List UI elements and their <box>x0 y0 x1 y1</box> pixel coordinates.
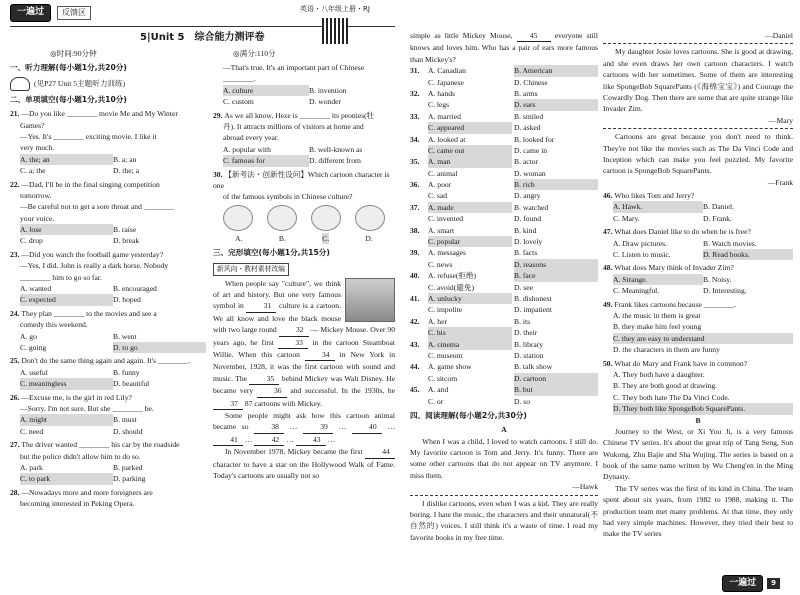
option-a[interactable]: C. news <box>428 259 453 269</box>
listening-heading: 一、听力理解(每小题1分,共20分) <box>10 63 127 73</box>
question-50-option[interactable]: D. They both like SpongeBob SquarePants. <box>613 403 793 414</box>
question-25-options <box>10 367 206 390</box>
q30-option[interactable]: B. <box>278 233 286 243</box>
cartoon-images <box>213 203 395 233</box>
question-21-option[interactable]: D. the; a <box>113 166 139 176</box>
question-48 <box>603 262 793 296</box>
option-a[interactable]: A. poor <box>428 180 452 190</box>
question-49-line: 49. Frank likes cartoons because ________. <box>603 299 737 309</box>
option-b[interactable]: B. looked for <box>514 134 555 144</box>
option-a[interactable]: A. man <box>428 156 512 167</box>
question-50-option[interactable]: B. They are both good at drawing. <box>613 381 718 391</box>
question-25-number: 25. <box>10 356 22 366</box>
question-30-number: 30. <box>213 169 225 179</box>
option-number <box>410 77 426 88</box>
question-25-line: 25. Don't do the same thing again and again. It's ________. <box>10 356 191 366</box>
question-26 <box>10 392 206 438</box>
option-b[interactable]: D. cartoon <box>514 373 598 384</box>
blank-44[interactable]: 44 <box>365 446 395 458</box>
question-22-line: —Be careful not to get a sore throat and ________ <box>20 202 175 212</box>
question-24-option[interactable]: A. go <box>20 331 37 341</box>
passage-a-p3: My daughter Josie loves cartoons. She is good at drawing, and she even draws her own cartoon characters. I watch cartoons with her sometimes. Some of them are interesting like SpongeBob SquarePants (《海绵宝宝》) and Courage the Cowardly Dog. Then there are some that are quite strange like Invader Zim. <box>603 47 793 114</box>
question-23-line: ________ him to go so far. <box>20 272 102 282</box>
q28-options <box>213 85 395 108</box>
option-a[interactable]: C. sad <box>428 191 447 201</box>
question-26-option[interactable]: A. might <box>20 414 113 425</box>
qr-code-icon[interactable] <box>322 18 348 44</box>
question-29 <box>213 110 395 167</box>
option-b[interactable]: B. facts <box>514 248 538 258</box>
question-21-number: 21. <box>10 109 22 119</box>
blank-43[interactable]: 43 <box>296 434 326 446</box>
question-49-option[interactable]: A. the music in them is great <box>613 310 701 320</box>
question-24-line: comedy this weekend. <box>20 320 88 330</box>
question-47-options <box>603 238 793 261</box>
option-number: 34. <box>410 134 420 144</box>
q28-option[interactable]: D. wonder <box>309 97 342 107</box>
option-b[interactable]: B. arms <box>514 88 538 98</box>
option-b[interactable]: B. face <box>514 270 598 281</box>
signature-daniel: —Daniel <box>765 31 793 40</box>
option-a[interactable]: A. married <box>428 111 461 121</box>
option-number <box>410 145 426 156</box>
passage-a-p4: Cartoons are great because you don't need to think. They're not like the movies such as The Da Vinci Code and Inception which can make you feel puzzled. My favorite cartoon is SpongeBob SquarePants. <box>603 132 793 176</box>
question-46-line: 46. Who likes Tom and Jerry? <box>603 191 695 201</box>
reading-heading: 四、阅读理解(每小题2分,共30分) <box>410 410 527 420</box>
cloze-options <box>410 65 598 407</box>
footer-brand: 一遍过 <box>722 575 763 593</box>
blank-45[interactable]: 45 <box>517 30 551 42</box>
question-27-option[interactable]: A. park <box>20 462 43 472</box>
signature-frank: —Frank <box>767 177 793 187</box>
q28-option[interactable]: A. culture <box>223 85 309 96</box>
option-a[interactable]: C. legs <box>428 100 450 110</box>
question-26-line: 26. —Excuse me, is the girl in red Lily? <box>10 392 132 402</box>
option-a[interactable]: A. looked at <box>428 134 466 144</box>
option-a[interactable]: C. or <box>428 396 444 406</box>
q30-option[interactable]: C. <box>322 233 330 243</box>
option-a[interactable]: A. her <box>428 316 447 326</box>
blank-39[interactable]: 39 <box>303 421 333 433</box>
question-46-option[interactable]: A. Hawk. <box>613 201 703 212</box>
question-48-line: 48. What does Mary think of Invader Zim? <box>603 263 734 273</box>
mc-list <box>10 108 206 509</box>
question-21-line: —Yes. It's ________ exciting movie. I like it <box>20 131 157 141</box>
brand <box>10 4 91 22</box>
question-25-option[interactable]: A. useful <box>20 367 48 377</box>
question-47-option[interactable]: A. Draw pictures. <box>613 238 667 248</box>
option-number <box>410 304 426 315</box>
signature-mary: —Mary <box>768 115 793 125</box>
question-21-option[interactable]: B. a; an <box>113 154 137 164</box>
blank-35[interactable]: 35 <box>249 373 279 385</box>
question-26-number: 26. <box>10 392 22 402</box>
question-22-line: 22. —Dad, I'll be in the final singing competition <box>10 179 160 189</box>
question-23 <box>10 249 206 306</box>
question-30-line: 30. 【新考法・创新性设问】Which cartoon character is one <box>213 169 390 190</box>
cloze-paragraph-3: In November 1978, Mickey became the first 44 character to have a star on the Hollywood Walk of Fame. Today's cartoons are usually not so <box>213 447 395 480</box>
question-23-line: 23. —Did you watch the football game yesterday? <box>10 249 164 259</box>
blank-40[interactable]: 40 <box>352 421 382 433</box>
blank-37[interactable]: 37 <box>213 398 243 410</box>
option-number: 43. <box>410 339 420 349</box>
blank-41[interactable]: 41 <box>213 434 243 446</box>
option-number <box>410 122 426 133</box>
passage-b-p2: The TV series was the first of its kind in China. The team spent about six years, from 1982 to 1988, making it. The production team met many problems. At that time, they only had very simple machines. However, they tried their best to make the TV series <box>603 483 793 539</box>
question-29-option[interactable]: B. well-known as <box>309 144 363 154</box>
option-number <box>410 168 426 179</box>
feedback-tag: 反馈区 <box>57 6 91 20</box>
option-b[interactable]: D. angry <box>514 191 541 201</box>
option-a[interactable]: C. impolite <box>428 305 463 315</box>
option-number: 42. <box>410 316 420 326</box>
option-number <box>410 396 426 407</box>
option-b[interactable]: B. actor <box>514 157 539 167</box>
signature-hawk: —Hawk <box>572 482 598 492</box>
question-29-line: 29. As we all know, Heze is ________ its peonies(牡 <box>213 110 375 120</box>
option-number <box>410 213 426 224</box>
divider <box>603 128 793 129</box>
page-header <box>0 0 800 26</box>
option-number <box>410 350 426 361</box>
option-number: 40. <box>410 271 420 281</box>
q28-option[interactable]: C. custom <box>223 97 254 107</box>
mickey-image[interactable] <box>223 205 253 231</box>
question-29-number: 29. <box>213 110 225 120</box>
option-number: 37. <box>410 202 420 212</box>
question-47-option[interactable]: D. Read books. <box>703 249 793 260</box>
question-48-option[interactable]: C. Meaningful. <box>613 286 660 296</box>
totoro-image[interactable] <box>355 205 385 231</box>
question-27-line: but the police didn't allow him to do so. <box>20 451 141 461</box>
page-title: 5|Unit 5 综合能力测评卷 <box>140 32 265 43</box>
blank-38[interactable]: 38 <box>254 421 284 433</box>
question-46-option[interactable]: D. Frank. <box>703 213 732 223</box>
cloze-tag: 新风向・教材素材改编 <box>213 263 289 275</box>
option-a[interactable]: A. smart <box>428 225 455 235</box>
question-50-options <box>603 369 793 415</box>
option-a[interactable]: A. cinema <box>428 339 512 350</box>
cloze-paragraph-1: When people say "culture", we think of art and history. But one very famous symbol in 31 culture is a cartoon. We all know and love the black mouse with two large round 32 — Mickey Mouse. Over 90 years ago, he first 33 in the cartoon Steamboat Willie. When this cartoon 34 in New York in November, 1928, it was the first cartoon with sound and music. The 35 behind Mickey was Walt Disney. He became very 36 and successful. In the 1930s, he 37 87 cartoons with Mickey. <box>213 278 395 410</box>
question-27-number: 27. <box>10 440 22 450</box>
option-b[interactable]: D. reasons <box>514 259 598 270</box>
question-29-line: abroad every year. <box>223 133 279 143</box>
question-46-option[interactable]: C. Mary. <box>613 213 640 223</box>
question-25-option[interactable]: B. funny <box>113 367 140 377</box>
question-26-option[interactable]: B. must <box>113 415 137 425</box>
question-46-options <box>603 201 793 224</box>
option-b[interactable]: B. smiled <box>514 111 544 121</box>
question-49-options <box>603 310 793 356</box>
option-b[interactable]: D. lovely <box>514 237 543 247</box>
question-29-options <box>213 144 395 167</box>
question-48-option[interactable]: A. Strange. <box>613 274 703 285</box>
question-21-line: Games? <box>20 120 45 130</box>
option-number: 44. <box>410 362 420 372</box>
option-a[interactable]: A. and <box>428 385 449 395</box>
question-29-line: 丹). It attracts millions of visitors at home and <box>223 121 364 131</box>
question-28-line: 28. —Nowadays more and more foreigners are <box>10 487 153 497</box>
question-26-option[interactable]: D. should <box>113 426 143 436</box>
question-22-option[interactable]: B. raise <box>113 225 137 235</box>
q30-option[interactable]: D. <box>365 233 373 243</box>
question-49-option[interactable]: C. they are easy to understand <box>613 333 793 344</box>
question-30 <box>213 169 395 203</box>
question-26-line: —Sorry, I'm not sure. But she ________ be. <box>20 403 154 413</box>
question-23-options <box>10 283 206 306</box>
tower-image <box>345 278 395 322</box>
question-23-option[interactable]: B. encouraged <box>113 284 157 294</box>
option-a[interactable]: C. invented <box>428 214 464 224</box>
question-46-number: 46. <box>603 191 615 201</box>
question-28 <box>10 487 206 510</box>
passage-a-label: A <box>501 425 507 435</box>
question-29-option[interactable]: D. different from <box>309 156 361 166</box>
option-b[interactable]: B. dishonest <box>514 293 552 303</box>
option-b[interactable]: D. came in <box>514 145 548 155</box>
question-49-option[interactable]: D. the characters in them are funny <box>613 345 720 355</box>
question-50-number: 50. <box>603 358 615 368</box>
column-2 <box>213 49 396 481</box>
headphones-icon <box>10 77 30 91</box>
question-47-option[interactable]: B. Watch movies. <box>703 238 757 248</box>
question-21-options <box>10 154 206 177</box>
listening-note: (见P27 Unit 5主题听力训练) <box>10 77 206 91</box>
option-b[interactable]: B. talk show <box>514 362 553 372</box>
option-number: 38. <box>410 225 420 235</box>
question-22-line: tomorrow. <box>20 190 52 200</box>
image-options <box>213 233 395 244</box>
page-number: 9 <box>767 578 780 589</box>
question-27-options <box>10 462 206 485</box>
option-a[interactable]: A. refuse(拒绝) <box>428 271 477 281</box>
question-23-option[interactable]: D. hoped <box>113 295 141 305</box>
question-30 <box>213 169 395 203</box>
column-3 <box>410 30 598 543</box>
question-22-number: 22. <box>10 179 22 189</box>
blank-31[interactable]: 31 <box>246 300 276 312</box>
score-label: ◎满分:110分 <box>233 49 276 58</box>
option-number: 36. <box>410 180 420 190</box>
page-footer <box>722 575 780 593</box>
question-50-option[interactable]: C. They both hate The Da Vinci Code. <box>613 392 730 402</box>
option-b[interactable]: B. American <box>514 65 598 76</box>
option-b[interactable]: B. watched <box>514 202 549 212</box>
question-46-option[interactable]: B. Daniel. <box>703 202 735 212</box>
option-number: 33. <box>410 111 420 121</box>
question-27-line: 27. The driver wanted ________ his car by the roadside <box>10 440 180 450</box>
option-a[interactable]: A. Canadian <box>428 66 466 76</box>
question-24-options <box>10 331 206 354</box>
blank-42[interactable]: 42 <box>254 434 284 446</box>
question-29 <box>213 110 395 167</box>
question-23-number: 23. <box>10 249 22 259</box>
question-22-option[interactable]: C. drop <box>20 236 43 246</box>
cloze-heading: 三、完形填空(每小题1分,共15分) <box>213 248 330 258</box>
mc-heading: 二、单项填空(每小题1分,共10分) <box>10 94 127 104</box>
blank-32[interactable]: 32 <box>279 324 309 336</box>
option-number <box>410 327 426 338</box>
column-4 <box>603 30 793 540</box>
question-26-option[interactable]: C. need <box>20 426 44 436</box>
question-47-option[interactable]: C. Listen to music. <box>613 250 671 260</box>
option-b[interactable]: D. ears <box>514 99 598 110</box>
option-number: 31. <box>410 66 420 76</box>
option-a[interactable]: C. popular <box>428 236 512 247</box>
question-24 <box>10 308 206 354</box>
question-30-line: of the famous symbols in Chinese culture? <box>223 192 353 202</box>
question-21 <box>10 108 206 176</box>
doraemon-image[interactable] <box>267 205 297 231</box>
question-23-line: —Yes, I did. John is really a dark horse. Nobody <box>20 261 169 271</box>
question-22-option[interactable]: A. lose <box>20 224 113 235</box>
question-24-option[interactable]: B. went <box>113 331 137 341</box>
question-25 <box>10 355 206 389</box>
option-number: 32. <box>410 88 420 98</box>
option-number <box>410 259 426 270</box>
option-b[interactable]: D. so <box>514 396 531 406</box>
option-b[interactable]: D. station <box>514 350 544 360</box>
option-a[interactable]: C. sitcom <box>428 373 458 383</box>
option-a[interactable]: C. museum <box>428 350 463 360</box>
question-21-option[interactable]: A. the; an <box>20 154 113 165</box>
q28-continued <box>213 62 395 108</box>
column-1 <box>10 48 206 509</box>
blank-36[interactable]: 36 <box>257 385 287 397</box>
question-28-number: 28. <box>10 487 22 497</box>
question-21-option[interactable]: C. a; the <box>20 166 46 176</box>
question-23-option[interactable]: A. wanted <box>20 284 52 294</box>
question-22-options <box>10 224 206 247</box>
option-number <box>410 373 426 384</box>
option-number <box>410 99 426 110</box>
question-27 <box>10 439 206 485</box>
option-a[interactable]: A. messages <box>428 248 466 258</box>
blank-34[interactable]: 34 <box>305 349 335 361</box>
passage-a-p2: I dislike cartoons, even when I was a kid. They are really boring. I hate the music, the characters and their unnatural(不自然的) voices. I still think it's a waste of time. I read my favorite books in my free time. <box>410 498 598 542</box>
option-number: 41. <box>410 293 420 303</box>
option-b[interactable]: D. Chinese <box>514 77 548 87</box>
question-49-option[interactable]: B. they make him feel young <box>613 322 702 332</box>
option-b[interactable]: D. woman <box>514 168 546 178</box>
q28-option[interactable]: B. invention <box>309 85 347 95</box>
question-27-option[interactable]: D. parking <box>113 474 146 484</box>
option-a[interactable]: A. made <box>428 202 512 213</box>
question-47-number: 47. <box>603 227 615 237</box>
option-b[interactable]: B. but <box>514 384 598 395</box>
question-25-option[interactable]: D. beautiful <box>113 379 150 389</box>
option-a[interactable]: C. avoid(避免) <box>428 282 474 292</box>
question-48-option[interactable]: D. Interesting. <box>703 286 747 296</box>
option-b[interactable]: D. impatient <box>514 305 552 315</box>
passage-b-p1: Journey to the West, or Xi You Ji, is a very famous Chinese TV series. It's about the great trip of Tang Seng, Sun Wukong, Zhu Bajie and Sha Wujing. The series is based on a book of the same name written by Wu Cheng'en in the Ming Dynasty. <box>603 426 793 482</box>
option-number <box>410 236 426 247</box>
question-22-line: your voice. <box>20 213 55 223</box>
option-b[interactable]: D. their <box>514 328 538 338</box>
book-info: 英语・八年级上册・RJ <box>300 5 370 13</box>
divider <box>603 43 793 44</box>
question-21-line: very much. <box>20 143 55 153</box>
q30-option[interactable]: A. <box>235 233 243 243</box>
time-label: ◎时间:90分钟 <box>50 49 97 58</box>
option-a[interactable]: A. unlucky <box>428 293 512 304</box>
blank-33[interactable]: 33 <box>278 337 308 349</box>
option-a[interactable]: C. came out <box>428 145 512 156</box>
option-number: 35. <box>410 157 420 167</box>
question-22-option[interactable]: D. break <box>113 236 140 246</box>
question-29-option[interactable]: A. popular with <box>223 144 271 154</box>
question-27-option[interactable]: C. to park <box>20 473 113 484</box>
reading-questions <box>603 190 793 414</box>
option-number <box>410 282 426 293</box>
q28-line: ________. <box>223 74 256 84</box>
question-25-option[interactable]: C. meaningless <box>20 378 113 389</box>
question-21-line: 21. —Do you like ________ movie Me and My Winter <box>10 109 178 119</box>
option-a[interactable]: C. animal <box>428 168 458 178</box>
question-47-line: 47. What does Daniel like to do when he is free? <box>603 227 751 237</box>
question-24-line: 24. They plan ________ to the movies and see a <box>10 308 157 318</box>
question-46 <box>603 190 793 224</box>
question-48-options <box>603 274 793 297</box>
option-b[interactable]: B. kind <box>514 225 537 235</box>
option-b[interactable]: B. rich <box>514 179 598 190</box>
passage-a-p1: When I was a child, I loved to watch cartoons. I still do. My favorite cartoon is Tom and Jerry. It's funny. There are some other cartoons that do not appear on TV anymore. I miss them. <box>410 436 598 480</box>
option-a[interactable]: C. appeared <box>428 122 512 133</box>
question-23-option[interactable]: C. expected <box>20 294 113 305</box>
question-26-options <box>10 414 206 437</box>
question-24-option[interactable]: C. going <box>20 342 47 352</box>
question-48-number: 48. <box>603 263 615 273</box>
question-50-line: 50. What do Mary and Frank have in common? <box>603 358 748 368</box>
question-50-option[interactable]: A. They both have a daughter. <box>613 369 705 379</box>
option-b[interactable]: B. library <box>514 339 544 349</box>
option-number: 45. <box>410 385 420 395</box>
option-a[interactable]: C. Japanese <box>428 77 464 87</box>
passage-b-label: B <box>695 415 701 425</box>
question-27-option[interactable]: B. parked <box>113 462 143 472</box>
question-24-option[interactable]: D. to go <box>113 342 206 353</box>
divider <box>410 495 598 496</box>
monkey-king-image[interactable] <box>311 205 341 231</box>
cloze-ending: simple as little Mickey Mouse, 45 everyone still knows and loves him. Who has a pair of ears more famous than Mickey's? <box>410 31 598 64</box>
question-49-number: 49. <box>603 299 615 309</box>
option-a[interactable]: A. hands <box>428 88 455 98</box>
question-29-option[interactable]: C. famous for <box>223 155 309 166</box>
option-b[interactable]: B. its <box>514 316 531 326</box>
option-b[interactable]: D. see <box>514 282 533 292</box>
option-b[interactable]: D. asked <box>514 123 541 133</box>
option-b[interactable]: D. found <box>514 214 541 224</box>
question-47 <box>603 226 793 260</box>
question-50 <box>603 358 793 415</box>
question-24-number: 24. <box>10 308 22 318</box>
question-28-line: becoming interested in Peking Opera. <box>20 499 135 509</box>
brand-logo: 一遍过 <box>10 4 51 22</box>
q28-line: —That's true. It's an important part of Chinese <box>223 63 365 72</box>
question-22 <box>10 179 206 247</box>
option-number <box>410 190 426 201</box>
cloze-paragraph-2: Some people might ask how this cartoon animal became so 38 … 39 … 40 … 41 … 42 … 43 … <box>213 410 395 446</box>
option-number: 39. <box>410 248 420 258</box>
option-a[interactable]: C. his <box>428 327 512 338</box>
question-49 <box>603 299 793 356</box>
option-a[interactable]: A. game show <box>428 362 472 372</box>
question-48-option[interactable]: B. Noisy. <box>703 274 732 284</box>
